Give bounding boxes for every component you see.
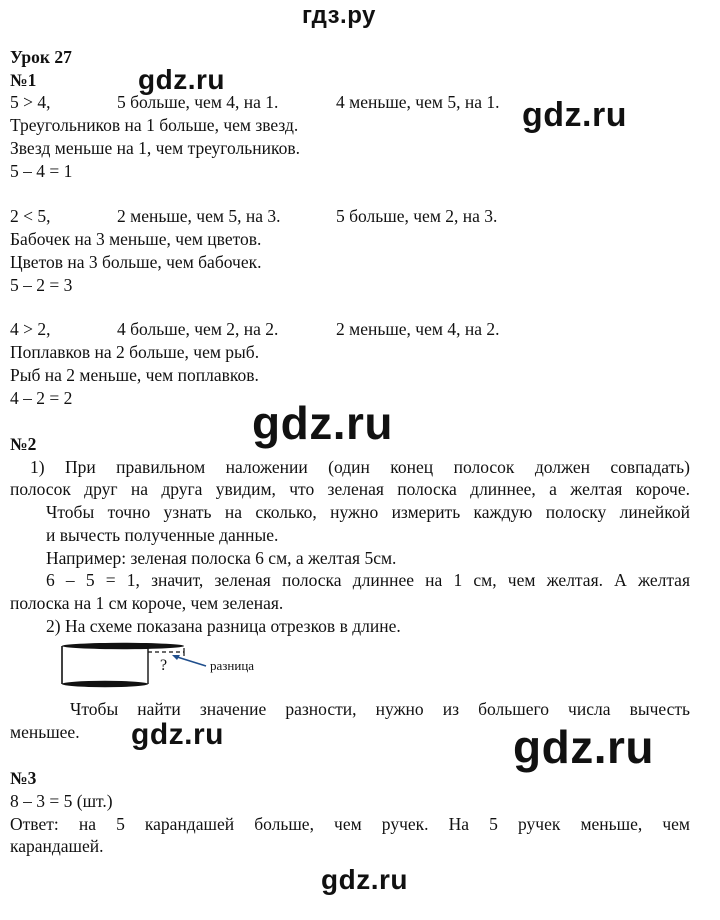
statement-more: 5 больше, чем 4, на 1. (117, 92, 279, 112)
site-header: гдз.ру (302, 2, 376, 29)
question-mark: ? (160, 657, 168, 674)
equation: 4 – 2 = 2 (10, 388, 73, 408)
paragraph-line: 2) На схеме показана разница отрезков в длине. (46, 616, 401, 636)
watermark: gdz.ru (138, 64, 225, 95)
answer-line: Ответ: на 5 карандашей больше, чем ручек. На 5 ручек меньше, чем (10, 814, 690, 834)
paragraph-line: меньшее. (10, 722, 80, 742)
watermark: gdz.ru (321, 864, 408, 895)
sentence: Рыб на 2 меньше, чем поплавков. (10, 365, 259, 385)
lesson-title: Урок 27 (10, 47, 72, 67)
segment-difference-diagram (60, 636, 300, 692)
statement-less: 5 больше, чем 2, на 3. (336, 206, 498, 226)
task-number: №1 (10, 70, 37, 90)
sentence: Звезд меньше на 1, чем треугольников. (10, 138, 301, 158)
difference-label: разница (210, 658, 255, 673)
equation: 5 – 2 = 3 (10, 275, 73, 295)
watermark: gdz.ru (252, 397, 393, 449)
short-segment (62, 681, 148, 687)
sentence: Бабочек на 3 меньше, чем цветов. (10, 229, 262, 249)
statement-less: 4 меньше, чем 5, на 1. (336, 92, 500, 112)
example-text: Например: зеленая полоска 6 см, а желтая 5см. (46, 548, 397, 568)
comparison: 4 > 2, (10, 319, 51, 339)
arrow-line (174, 656, 206, 666)
long-segment (62, 643, 184, 649)
paragraph-line: Чтобы найти значение разности, нужно из большего числа вычесть (70, 699, 690, 719)
paragraph-line: полосок друг на друга увидим, что зеленая полоска длиннее, а желтая короче. (10, 479, 690, 499)
statement-less: 2 меньше, чем 4, на 2. (336, 319, 500, 339)
task-number: №3 (10, 768, 37, 788)
watermark: gdz.ru (513, 721, 654, 773)
watermark: gdz.ru (131, 718, 224, 751)
sentence: Поплавков на 2 больше, чем рыб. (10, 342, 260, 362)
statement-more: 2 меньше, чем 5, на 3. (117, 206, 281, 226)
answer-line: карандашей. (10, 836, 104, 856)
paragraph-line: и вычесть полученные данные. (46, 525, 279, 545)
watermark: gdz.ru (522, 96, 627, 134)
paragraph-line: полоска на 1 см короче, чем зеленая. (10, 593, 284, 613)
paragraph-line: Чтобы точно узнать на сколько, нужно измерить каждую полоску линейкой (46, 502, 690, 522)
statement-more: 4 больше, чем 2, на 2. (117, 319, 279, 339)
sentence: Треугольников на 1 больше, чем звезд. (10, 115, 299, 135)
paragraph-line: 1) При правильном наложении (один конец полосок должен совпадать) (30, 457, 690, 477)
paragraph-line: 6 – 5 = 1, значит, зеленая полоска длиннее на 1 см, чем желтая. А желтая (46, 570, 690, 590)
sentence: Цветов на 3 больше, чем бабочек. (10, 252, 262, 272)
comparison: 5 > 4, (10, 92, 51, 112)
equation: 5 – 4 = 1 (10, 161, 73, 181)
task-number: №2 (10, 434, 37, 454)
comparison: 2 < 5, (10, 206, 51, 226)
equation: 8 – 3 = 5 (шт.) (10, 791, 113, 811)
